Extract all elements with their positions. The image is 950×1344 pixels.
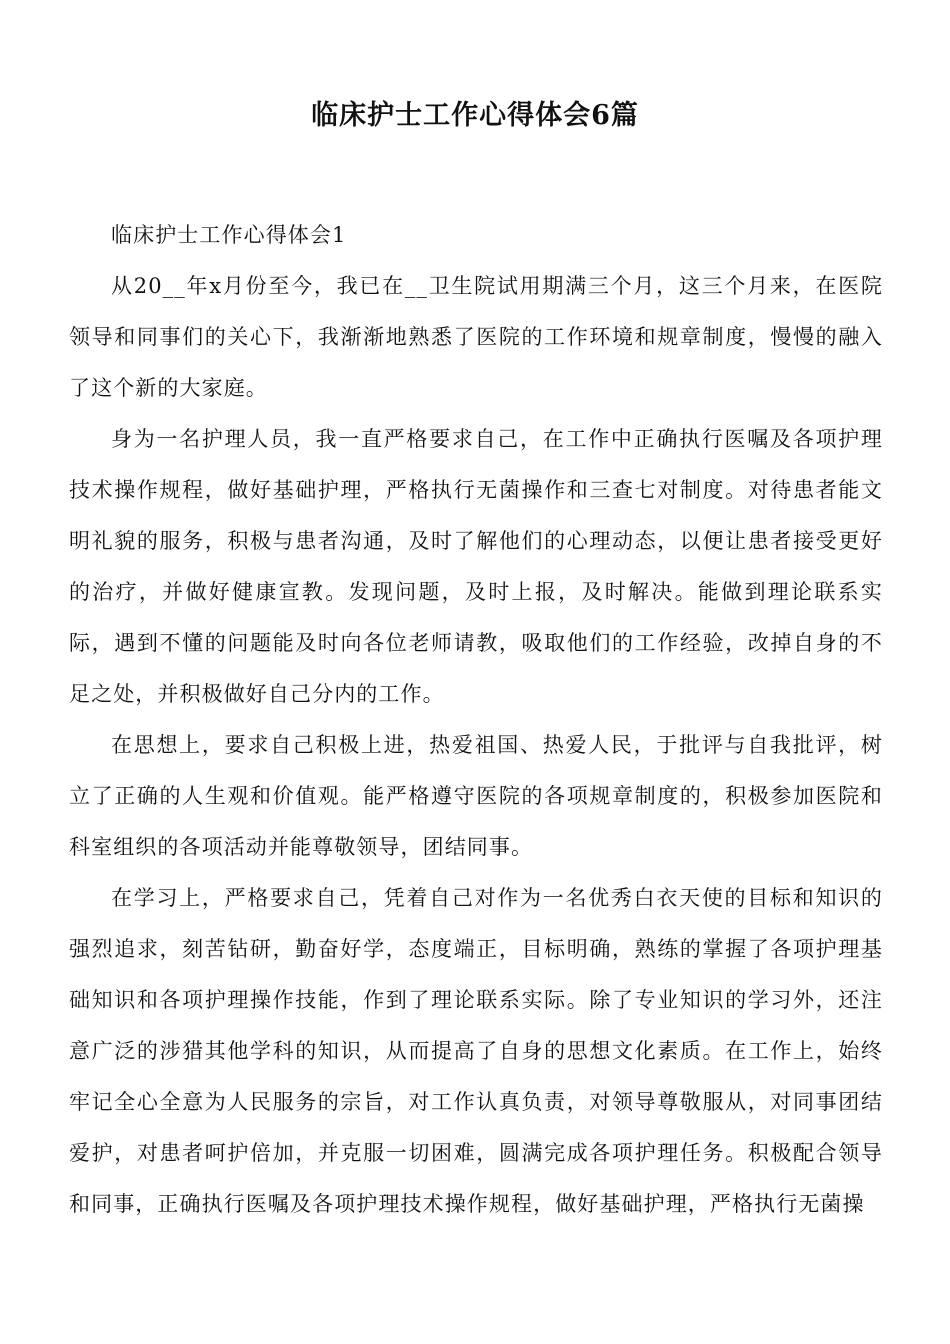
section-heading: 临床护士工作心得体会1 (111, 223, 347, 247)
document-title: 临床护士工作心得体会6篇 (311, 100, 639, 131)
document-body (69, 210, 883, 1230)
paragraph-4: 在学习上，严格要求自己，凭着自己对作为一名优秀白衣天使的目标和知识的强烈追求，刻苦钻研，勤奋好学，态度端正，目标明确，熟练的掌握了各项护理基础知识和各项护理操作技能，作到了理论联系实际。除了专业知识的学习外，还注意广泛的涉猎其他学科的知识，从而提高了自身的思想文化素质。在工作上，始终牢记全心全意为人民服务的宗旨，对工作认真负责，对领导尊敬服从，对同事团结爱护，对患者呵护倍加，并克服一切困难，圆满完成各项护理任务。积极配合领导和同事，正确执行医嘱及各项护理技术操作规程，做好基础护理，严格执行无菌操 (69, 886, 883, 1216)
paragraph-1: 从20__年x月份至今，我已在__卫生院试用期满三个月，这三个月来，在医院领导和同事们的关心下，我渐渐地熟悉了医院的工作环境和规章制度，慢慢的融入了这个新的大家庭。 (69, 274, 883, 400)
paragraph-3: 在思想上，要求自己积极上进，热爱祖国、热爱人民，于批评与自我批评，树立了正确的人生观和价值观。能严格遵守医院的各项规章制度的，积极参加医院和科室组织的各项活动并能尊敬领导，团结同事。 (69, 733, 883, 859)
paragraph-2: 身为一名护理人员，我一直严格要求自己，在工作中正确执行医嘱及各项护理技术操作规程，做好基础护理，严格执行无菌操作和三查七对制度。对待患者能文明礼貌的服务，积极与患者沟通，及时了解他们的心理动态，以便让患者接受更好的治疗，并做好健康宣教。发现问题，及时上报，及时解决。能做到理论联系实际，遇到不懂的问题能及时向各位老师请教，吸取他们的工作经验，改掉自身的不足之处，并积极做好自己分内的工作。 (69, 427, 883, 706)
